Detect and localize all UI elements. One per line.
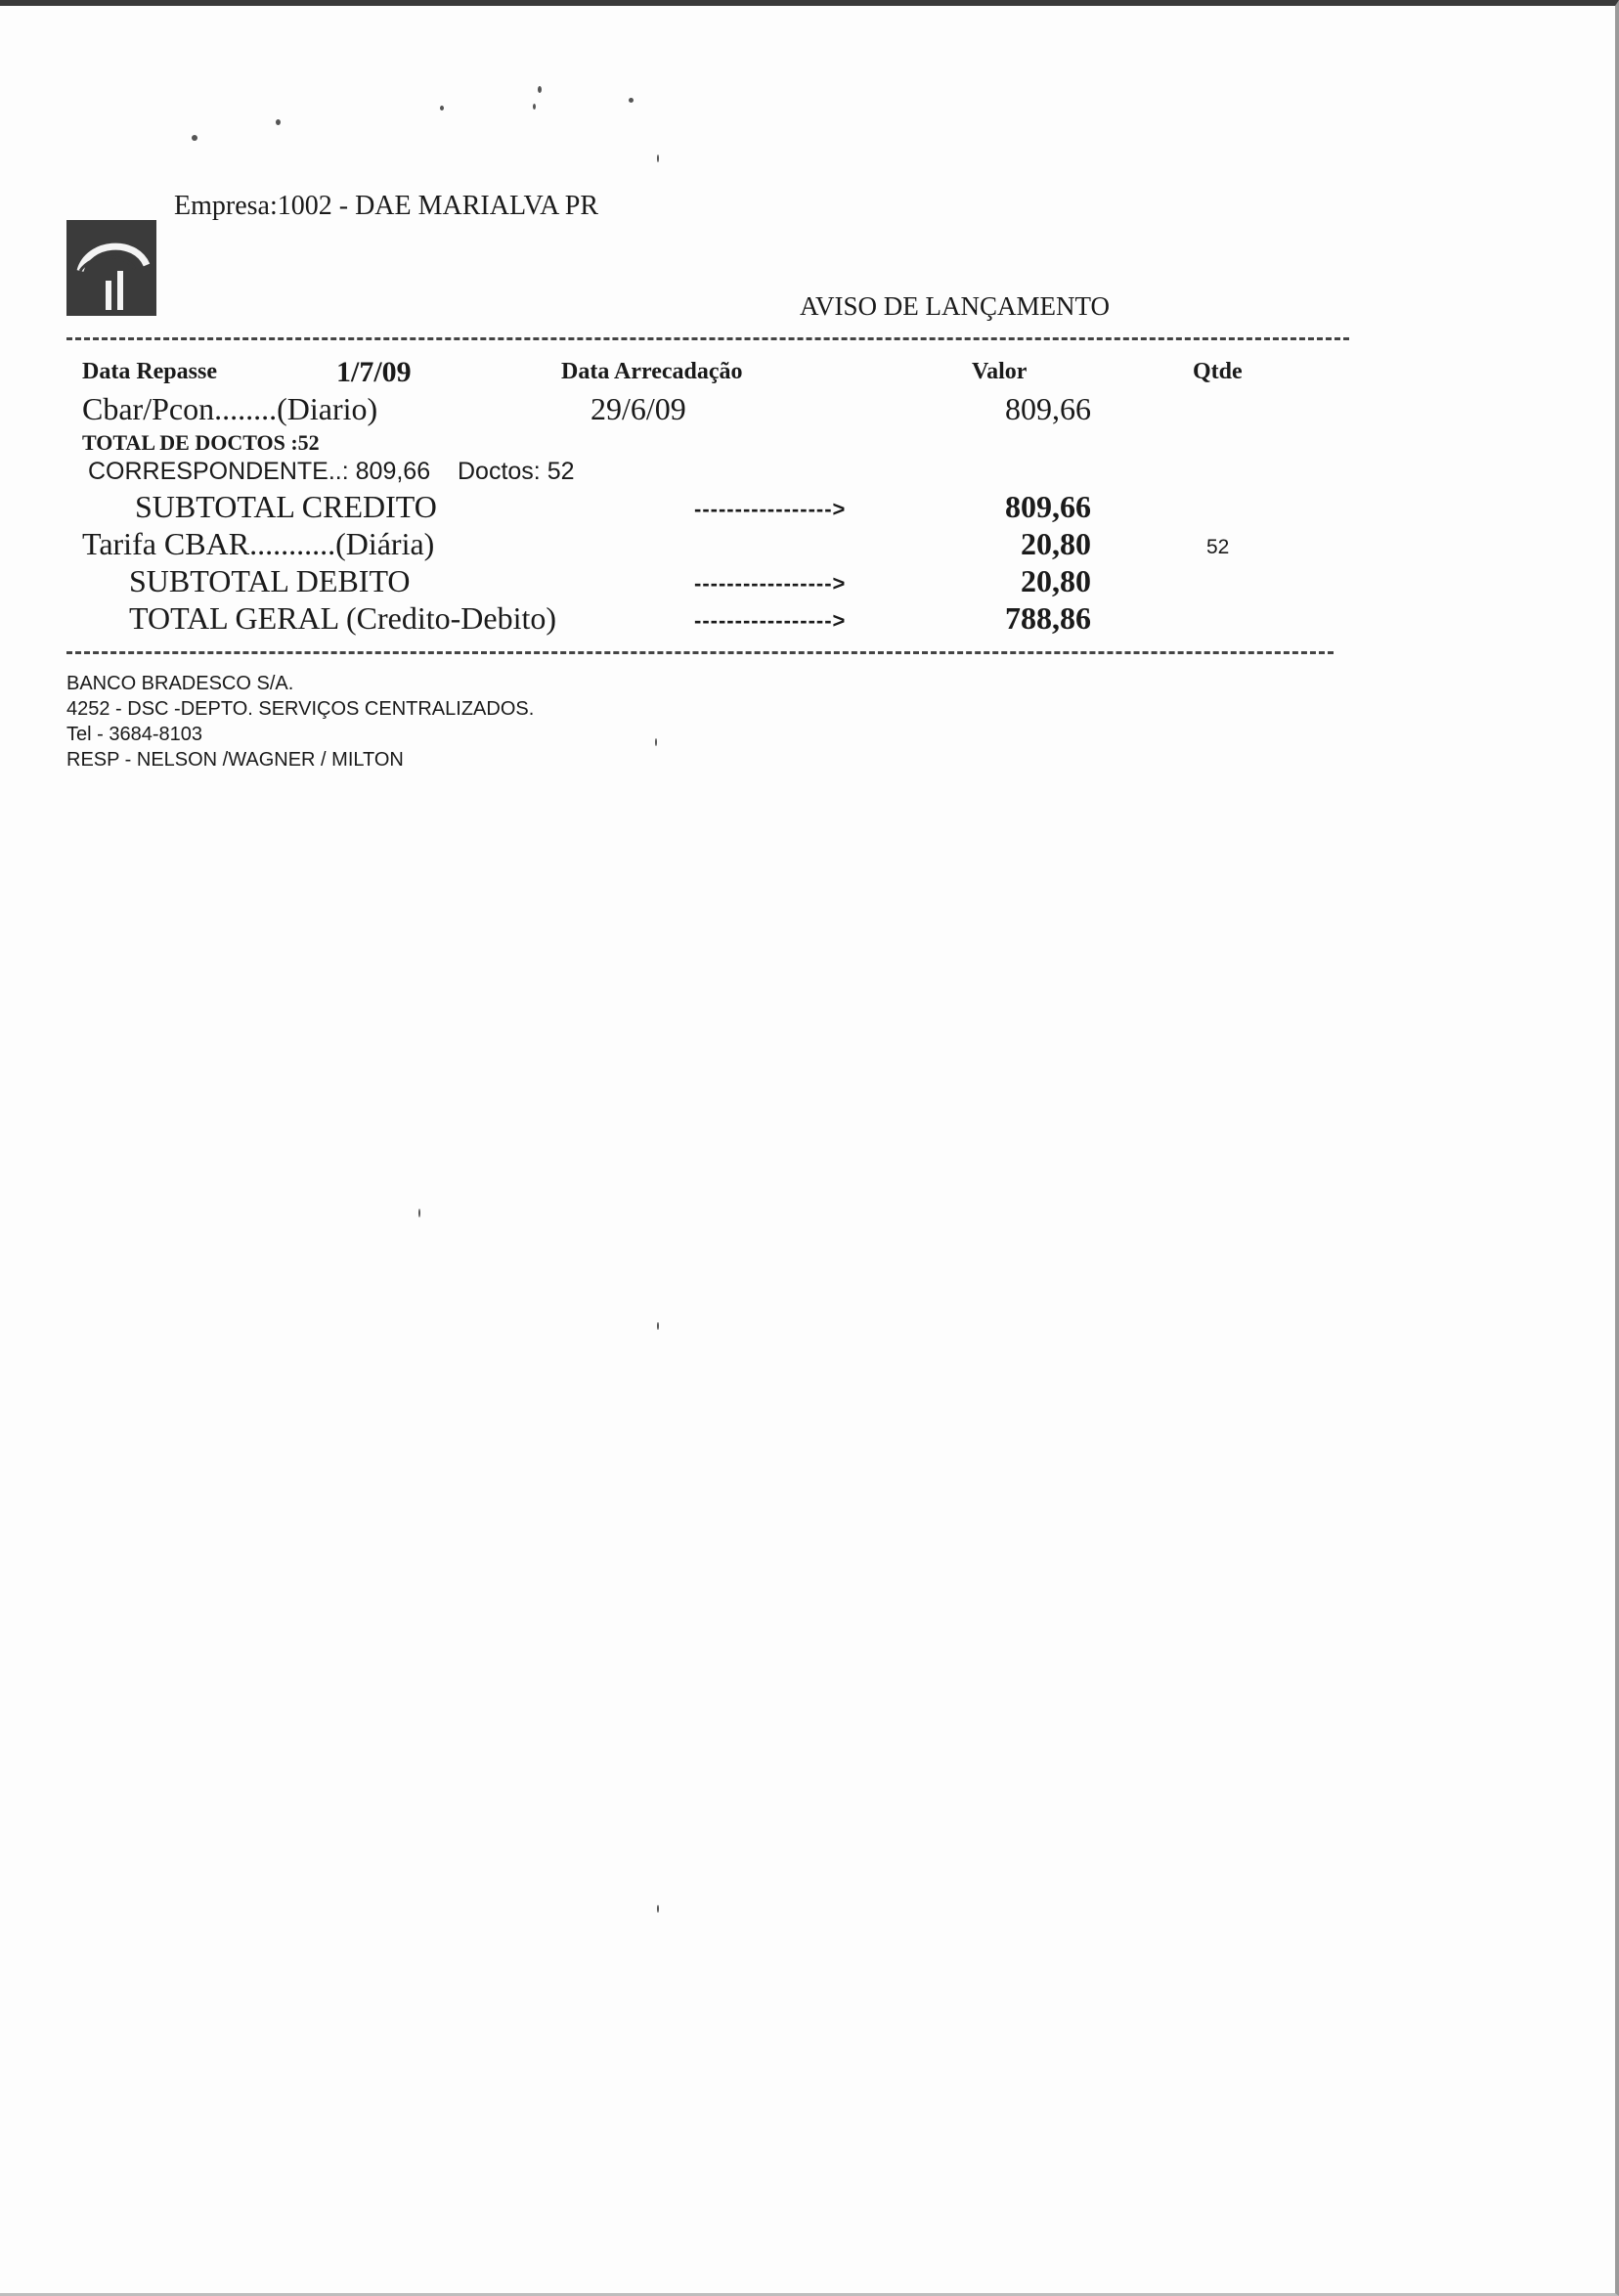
- scan-speck: [657, 155, 659, 162]
- data-arrecadacao-label: Data Arrecadação: [561, 359, 743, 384]
- scan-speck: [538, 86, 542, 93]
- responsible: RESP - NELSON /WAGNER / MILTON: [66, 749, 404, 771]
- valor-label: Valor: [972, 359, 1028, 384]
- correspondente-line: CORRESPONDENTE..: 809,66: [88, 458, 431, 485]
- cbar-date: 29/6/09: [591, 391, 686, 426]
- cbar-value: 809,66: [1005, 391, 1091, 426]
- total-geral-arrow: ----------------->: [694, 608, 847, 633]
- scan-speck: [629, 98, 634, 103]
- correspondente-doctos: Doctos: 52: [458, 458, 575, 485]
- tarifa-qtde: 52: [1206, 536, 1230, 558]
- top-divider: [66, 337, 1349, 340]
- department: 4252 - DSC -DEPTO. SERVIÇOS CENTRALIZADOS.: [66, 698, 535, 720]
- scan-speck: [533, 104, 536, 110]
- qtde-label: Qtde: [1193, 359, 1243, 384]
- scan-speck: [657, 1322, 659, 1330]
- subtotal-debito-arrow: ----------------->: [694, 571, 847, 596]
- company-name: Empresa:1002 - DAE MARIALVA PR: [174, 191, 599, 221]
- document-title: AVISO DE LANÇAMENTO: [800, 291, 1111, 321]
- bottom-divider: [66, 651, 1334, 654]
- data-repasse-value: 1/7/09: [336, 356, 412, 388]
- total-doctos: TOTAL DE DOCTOS :52: [82, 430, 320, 455]
- tarifa-label: Tarifa CBAR...........(Diária): [82, 526, 435, 561]
- subtotal-credito-arrow: ----------------->: [694, 497, 847, 521]
- scan-speck: [655, 738, 657, 746]
- scan-speck: [276, 119, 281, 125]
- subtotal-credito-value: 809,66: [1005, 489, 1091, 524]
- scan-speck: [657, 1905, 659, 1913]
- bank-name: BANCO BRADESCO S/A.: [66, 673, 294, 694]
- tarifa-value: 20,80: [1021, 526, 1091, 561]
- telephone: Tel - 3684-8103: [66, 724, 202, 745]
- cbar-label: Cbar/Pcon........(Diario): [82, 391, 378, 426]
- total-geral-label: TOTAL GERAL (Credito-Debito): [129, 600, 557, 636]
- scan-speck: [192, 135, 197, 141]
- subtotal-debito-label: SUBTOTAL DEBITO: [129, 563, 411, 598]
- scan-speck: [418, 1209, 420, 1217]
- subtotal-debito-value: 20,80: [1021, 563, 1091, 598]
- scan-speck: [440, 106, 444, 110]
- bradesco-logo-icon: [66, 220, 156, 316]
- data-repasse-label: Data Repasse: [82, 359, 217, 384]
- total-geral-value: 788,86: [1005, 600, 1091, 636]
- subtotal-credito-label: SUBTOTAL CREDITO: [135, 489, 437, 524]
